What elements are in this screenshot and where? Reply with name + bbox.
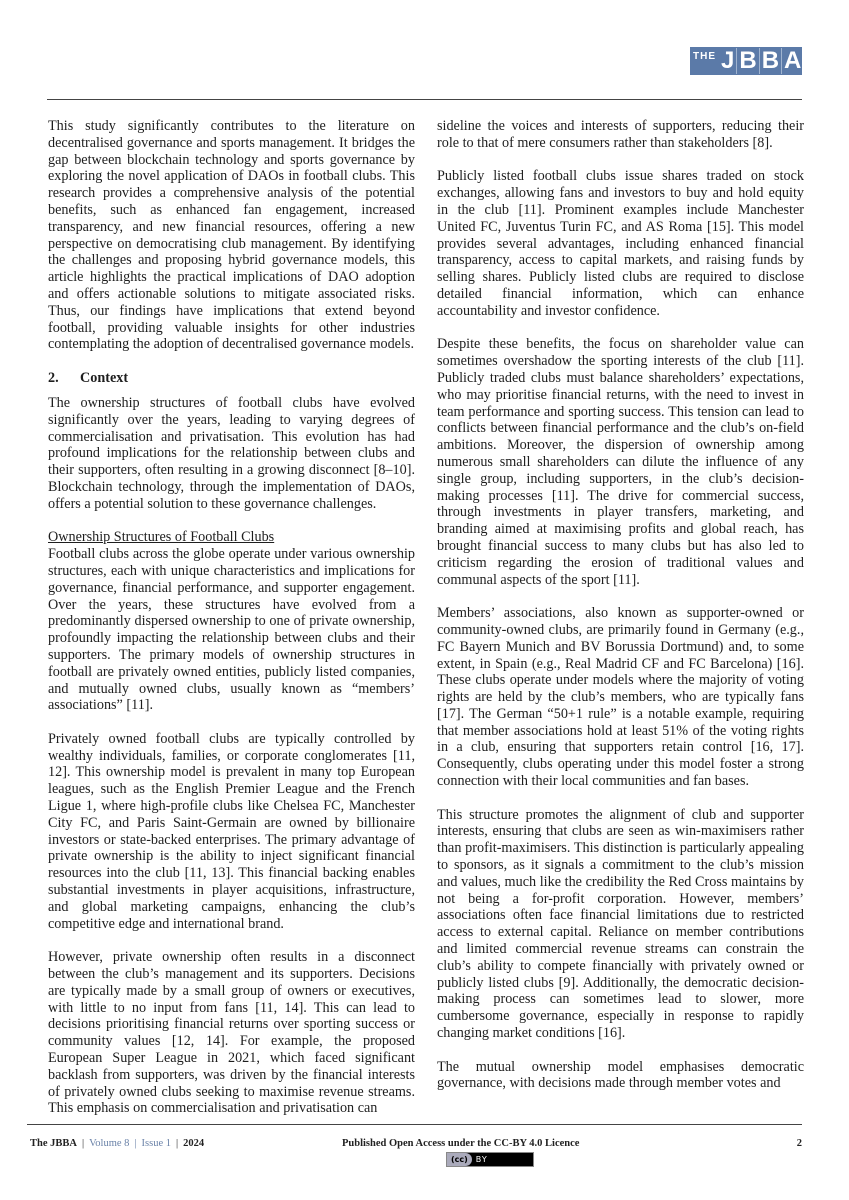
paragraph: Privately owned football clubs are typically controlled by wealthy individuals, families, or corporate conglomerates [11, 12]. This ownership model is prevalent in many top European leagues, such as the English Premier League and the French Ligue 1, where high-profile clubs like Chelsea FC, Manchester City FC, and Paris Saint-Germain are owned by billionaire investors or state-backed enterprises. The primary advantage of private ownership is the ability to inject significant financial resources into the club [11, 13]. This financial backing enables substantial investments in player acquisitions, infrastructure, and global marketing campaigns, enhancing the club’s competitive edge and international brand. (48, 730, 415, 932)
paragraph: sideline the voices and interests of supporters, reducing their role to that of mere consumers rather than stakeholders [8]. (437, 118, 804, 151)
header-divider (47, 99, 802, 100)
section-heading (48, 370, 415, 387)
cc-by-license-badge[interactable] (446, 1152, 534, 1167)
page-number: 2 (796, 1138, 802, 1149)
subheading: Ownership Structures of Football Clubs (48, 529, 275, 546)
paragraph: The ownership structures of football clubs have evolved significantly over the years, leading to varying degrees of commercialisation and privatisation. This evolution has had profound implications for the relationship between clubs and their supporters, often resulting in a growing disconnect [8–10]. Blockchain technology, through the implementation of DAOs, offers a potential solution to these governance challenges. (48, 394, 415, 512)
page-footer (30, 1138, 802, 1156)
paragraph: This study significantly contributes to the literature on decentralised governance and sports management. It bridges the gap between blockchain technology and sports governance by exploring the novel application of DAOs in football clubs. This research provides a comprehensive analysis of the potential benefits, such as enhanced fan engagement, increased transparency, and new financial resources, offering a new perspective on democratising club management. By identifying the challenges and proposing hybrid governance models, this article highlights the practical implications of DAO adoption and offers actionable solutions to mitigate associated risks. Thus, our findings have implications that extend beyond football, providing valuable insights for other industries contemplating the adoption of decentralised governance models. (48, 118, 415, 353)
right-column (437, 118, 804, 1092)
paragraph: Football clubs across the globe operate under various ownership structures, each with unique characteristics and implications for governance, financial performance, and supporter engagement. Over the years, these structures have evolved from a predominantly dispersed ownership to one of private ownership, profoundly impacting the relationship between clubs and their supporters. The primary models of ownership structures in football are privately owned entities, publicly listed companies, and mutually owned clubs, usually known as “members’ associations” [11]. (48, 546, 415, 714)
paragraph: Despite these benefits, the focus on shareholder value can sometimes overshadow the sporting interests of the club [11]. Publicly traded clubs must balance shareholders’ expectations, who may prioritise financial returns, with the need to invest in team performance and sporting success. This tension can lead to conflicts between financial performance and the club’s on-field ambitions. Moreover, the dispersion of ownership among numerous small shareholders can dilute the influence of any single group, including supporters, in the club’s decision-making processes [11]. The drive for commercial success, through investments in player transfers, marketing, and branding aimed at maximising profits and global reach, has brought financial success to many clubs but has also led to criticism regarding the erosion of traditional values and communal aspects of the sport [11]. (437, 336, 804, 588)
paragraph: Publicly listed football clubs issue shares traded on stock exchanges, allowing fans and investors to buy and hold equity in the club [11]. Prominent examples include Manchester United FC, Juventus Turin FC, and AS Roma [15]. This model provides several advantages, including enhanced financial transparency, access to capital markets, and raising funds by selling shares. Publicly listed clubs are required to disclose detailed financial information, which can enhance accountability and investor confidence. (437, 168, 804, 319)
logo-letter: B (736, 48, 758, 74)
left-column (48, 118, 415, 1117)
footer-year: 2024 (183, 1138, 205, 1149)
logo-letter: B (759, 48, 781, 74)
paragraph: This structure promotes the alignment of club and supporter interests, ensuring that clubs are seen as win-maximisers rather than profit-maximisers. This distinction is particularly appealing to sponsors, as it signals a commitment to the club’s mission and values, much like the credibility the Red Cross maintains by not being a for-profit corporation. However, members’ associations often face financial limitations due to restricted access to external capital. Reliance on member contributions and limited commercial revenue streams can constrain the club’s ability to compete financially with privately owned or publicly listed clubs [9]. Additionally, the democratic decision-making process can sometimes lead to slower, more cumbersome governance, especially in response to rapidly changing market conditions [16]. (437, 806, 804, 1042)
section-title: Context (80, 369, 129, 386)
journal-logo (690, 47, 802, 75)
logo-letter: J (721, 47, 735, 74)
logo-prefix: THE (693, 51, 716, 62)
cc-icon: (cc) (447, 1153, 472, 1166)
footer-license: Published Open Access under the CC-BY 4.0 Licence (342, 1138, 580, 1149)
footer-journal: The JBBA (30, 1138, 77, 1149)
paragraph: The mutual ownership model emphasises democratic governance, with decisions made through member votes and (437, 1058, 804, 1092)
paragraph: Members’ associations, also known as supporter-owned or community-owned clubs, are primarily found in Germany (e.g., FC Bayern Munich and BV Borussia Dortmund) and, to some extent, in Spain (e.g., Real Madrid CF and FC Barcelona) [16]. These clubs operate under models where the majority of voting rights are held by the club’s members, who are typically fans [17]. The German “50+1 rule” is a notable example, requiring that member associations hold at least 51% of the voting rights in a club, ensuring that supporters retain control [16, 17]. Consequently, clubs operating under this model foster a strong connection with their local communities and fan bases. (437, 605, 804, 790)
footer-issue: Issue 1 (141, 1138, 172, 1149)
logo-letter: A (781, 48, 803, 74)
by-icon: BY (475, 1155, 488, 1164)
logo-letters (719, 48, 803, 74)
footer-citation: The JBBA | Volume 8 | Issue 1 | 2024 (30, 1138, 205, 1149)
footer-volume: Volume 8 (89, 1138, 130, 1149)
section-number: 2. (48, 369, 59, 386)
footer-divider (27, 1124, 802, 1125)
paragraph: However, private ownership often results in a disconnect between the club’s management and its supporters. Decisions are typically made by a small group of owners or executives, with little to no input from fans [11, 14]. This can lead to decisions prioritising financial returns over sporting success or community values [12, 14]. For example, the proposed European Super League in 2021, which faced significant backlash from supporters, was driven by the financial interests of privately owned clubs seeking to maximise revenue streams. This emphasis on commercialisation and privatisation can (48, 949, 415, 1117)
